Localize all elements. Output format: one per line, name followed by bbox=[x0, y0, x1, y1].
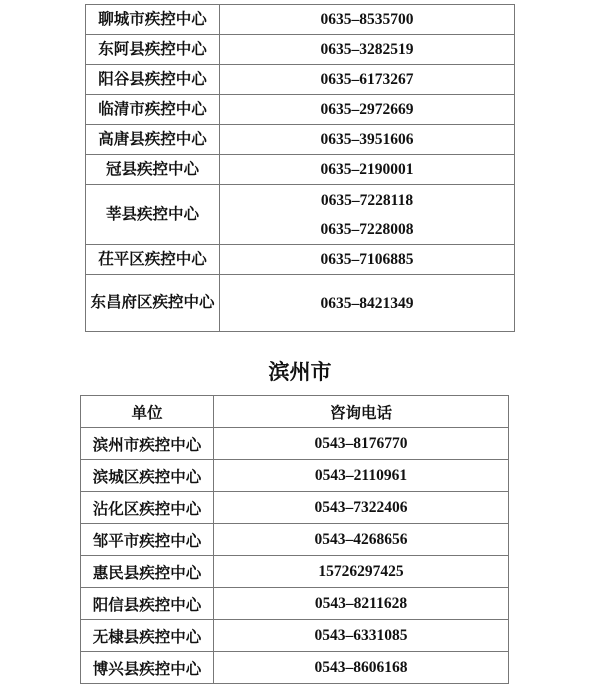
unit-cell bbox=[86, 275, 220, 332]
unit-cell: 无棣县疾控中心 bbox=[81, 620, 214, 652]
column-header-unit: 单位 bbox=[81, 396, 214, 428]
unit-cell bbox=[86, 65, 220, 95]
phone-cell bbox=[220, 35, 515, 65]
phone-cell bbox=[220, 5, 515, 35]
phone-number: 0635–8535700 bbox=[320, 11, 414, 28]
phone-cell bbox=[220, 245, 515, 275]
phone-cell bbox=[220, 185, 515, 245]
table-row bbox=[81, 556, 509, 588]
unit-cell bbox=[86, 5, 220, 35]
unit-name: 莘县疾控中心 bbox=[105, 205, 199, 223]
unit-cell bbox=[86, 95, 220, 125]
phone-cell: 0543–8606168 bbox=[214, 652, 509, 684]
table-row bbox=[81, 428, 509, 460]
table-row bbox=[86, 125, 515, 155]
phone-cell: 0543–6331085 bbox=[214, 620, 509, 652]
unit-name: 东昌府区疾控中心 bbox=[90, 294, 215, 311]
phone-cell: 0543–8211628 bbox=[214, 588, 509, 620]
phone-cell: 0543–8176770 bbox=[214, 428, 509, 460]
table-row bbox=[81, 524, 509, 556]
unit-cell: 沾化区疾控中心 bbox=[81, 492, 214, 524]
unit-cell: 滨城区疾控中心 bbox=[81, 460, 214, 492]
unit-cell bbox=[86, 125, 220, 155]
unit-cell bbox=[86, 155, 220, 185]
unit-name: 高唐县疾控中心 bbox=[98, 130, 207, 148]
column-header-phone: 咨询电话 bbox=[214, 396, 509, 428]
table-row bbox=[86, 185, 515, 245]
table-row bbox=[81, 460, 509, 492]
unit-cell bbox=[86, 245, 220, 275]
phone-number: 0635–2972669 bbox=[320, 101, 414, 118]
unit-name: 阳谷县疾控中心 bbox=[98, 70, 207, 88]
phone-cell bbox=[220, 275, 515, 332]
phone-cell: 0543–2110961 bbox=[214, 460, 509, 492]
unit-name: 临清市疾控中心 bbox=[98, 100, 207, 118]
phone-cell bbox=[220, 155, 515, 185]
binzhou-contact-table bbox=[80, 395, 509, 684]
unit-cell: 博兴县疾控中心 bbox=[81, 652, 214, 684]
phone-number: 0635–3951606 bbox=[320, 131, 414, 148]
table-header-row bbox=[81, 396, 509, 428]
table-row bbox=[86, 245, 515, 275]
unit-name: 茌平区疾控中心 bbox=[98, 250, 207, 268]
table-row bbox=[81, 492, 509, 524]
table-row bbox=[86, 65, 515, 95]
phone-cell: 0543–7322406 bbox=[214, 492, 509, 524]
table-row bbox=[81, 588, 509, 620]
section-title-binzhou: 滨州市 bbox=[268, 360, 332, 384]
table-row bbox=[81, 620, 509, 652]
table-row bbox=[86, 155, 515, 185]
table-row bbox=[86, 35, 515, 65]
phone-number: 0635–6173267 bbox=[320, 71, 414, 88]
unit-name: 冠县疾控中心 bbox=[105, 160, 199, 178]
liaocheng-contact-table bbox=[85, 4, 515, 332]
phone-number: 0635–7106885 bbox=[320, 251, 414, 268]
unit-cell bbox=[86, 185, 220, 245]
phone-cell: 0543–4268656 bbox=[214, 524, 509, 556]
unit-name: 聊城市疾控中心 bbox=[98, 10, 207, 28]
phone-number: 0635–3282519 bbox=[320, 41, 414, 58]
phone-number: 0635–7228008 bbox=[320, 220, 414, 238]
phone-cell bbox=[220, 125, 515, 155]
table-row bbox=[81, 652, 509, 684]
unit-name: 东阿县疾控中心 bbox=[98, 40, 207, 58]
phone-cell bbox=[220, 65, 515, 95]
unit-cell: 邹平市疾控中心 bbox=[81, 524, 214, 556]
table-row bbox=[86, 275, 515, 332]
unit-cell: 阳信县疾控中心 bbox=[81, 588, 214, 620]
unit-cell: 滨州市疾控中心 bbox=[81, 428, 214, 460]
phone-cell bbox=[220, 95, 515, 125]
table-row bbox=[86, 5, 515, 35]
phone-number: 0635–8421349 bbox=[320, 294, 414, 312]
table-row bbox=[86, 95, 515, 125]
phone-number: 0635–2190001 bbox=[320, 161, 414, 178]
phone-cell: 15726297425 bbox=[214, 556, 509, 588]
unit-cell bbox=[86, 35, 220, 65]
unit-cell: 惠民县疾控中心 bbox=[81, 556, 214, 588]
phone-number: 0635–7228118 bbox=[320, 191, 414, 209]
